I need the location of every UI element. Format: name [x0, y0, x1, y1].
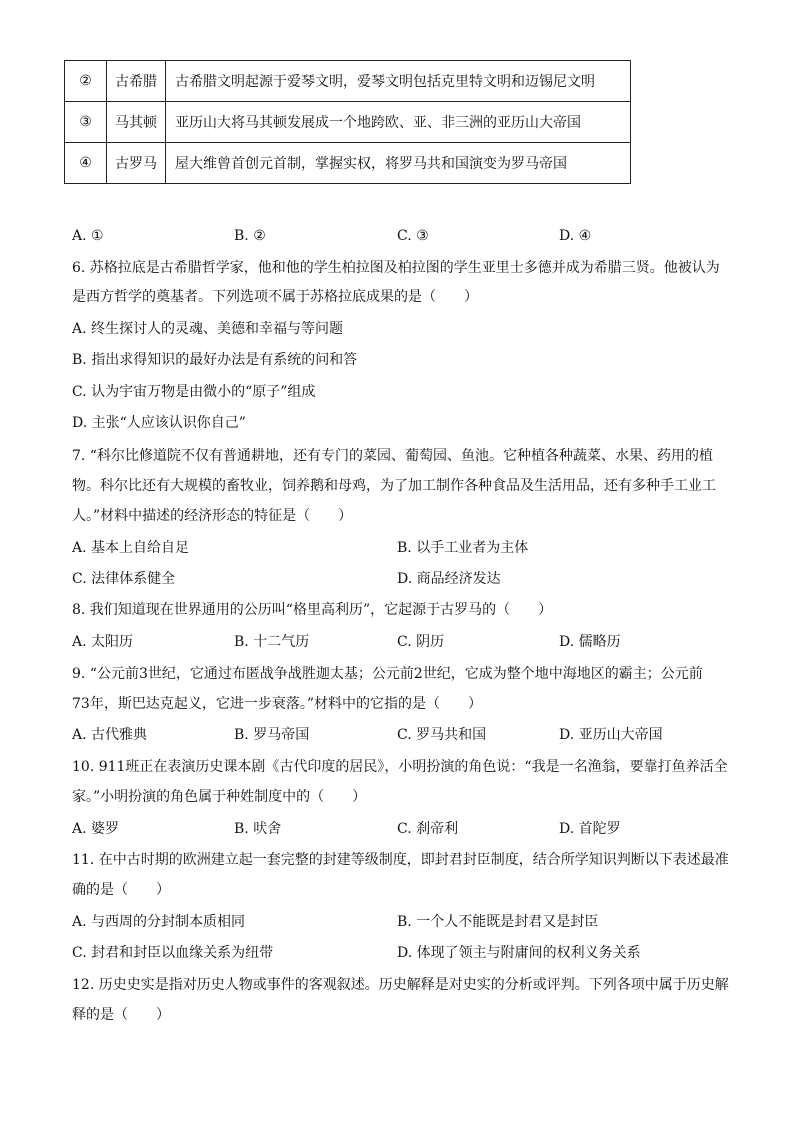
row-description: 屋大维曾首创元首制，掌握实权，将罗马共和国演变为罗马帝国: [166, 143, 631, 184]
q5-option-a: A. ①: [72, 228, 104, 244]
q7-option-d: D. 商品经济发达: [397, 571, 501, 587]
q7-option-b: B. 以手工业者为主体: [397, 540, 529, 556]
table-row: [65, 61, 631, 102]
q8-option-a: A. 太阳历: [72, 634, 134, 650]
row-civilization: 古罗马: [107, 143, 166, 184]
q9-option-b: B. 罗马帝国: [234, 727, 310, 743]
q11-stem-line-1: 11. 在中古时期的欧洲建立起一套完整的封建等级制度，即封君封臣制度，结合所学知识判断以下表述最准: [72, 852, 729, 868]
table-row: [65, 102, 631, 143]
q8-option-b: B. 十二气历: [234, 634, 310, 650]
q9-option-d: D. 亚历山大帝国: [559, 727, 663, 743]
row-civilization: 马其顿: [107, 102, 166, 143]
row-description: 亚历山大将马其顿发展成一个地跨欧、亚、非三洲的亚历山大帝国: [166, 102, 631, 143]
q10-option-d: D. 首陀罗: [559, 821, 621, 837]
q11-stem-line-2: 确的是（ ）: [72, 882, 170, 898]
q11-option-a: A. 与西周的分封制本质相同: [72, 914, 246, 930]
q6-option-a: A. 终生探讨人的灵魂、美德和幸福与等问题: [72, 321, 344, 337]
q9-option-c: C. 罗马共和国: [397, 727, 487, 743]
q8-stem: 8. 我们知道现在世界通用的公历叫“格里高利历”，它起源于古罗马的（ ）: [72, 602, 553, 618]
q7-option-a: A. 基本上自给自足: [72, 540, 190, 556]
q10-option-a: A. 婆罗: [72, 821, 120, 837]
q7-stem-line-1: 7. “科尔比修道院不仅有普通耕地，还有专门的菜园、葡萄园、鱼池。它种植各种蔬菜、水果、药用的植: [72, 448, 713, 464]
q11-option-c: C. 封君和封臣以血缘关系为纽带: [72, 945, 274, 961]
q6-option-b: B. 指出求得知识的最好办法是有系统的问和答: [72, 352, 358, 368]
q10-stem-line-2: 家。”小明扮演的角色属于种姓制度中的（ ）: [72, 789, 367, 805]
row-number: ④: [65, 143, 107, 184]
civilization-table: [64, 60, 631, 184]
q12-stem-line-1: 12. 历史史实是指对历史人物或事件的客观叙述。历史解释是对史实的分析或评判。下列各项中属于历史解: [72, 977, 729, 993]
q10-option-b: B. 吠舍: [234, 821, 282, 837]
q9-stem-line-1: 9. “公元前3世纪，它通过布匿战争战胜迦太基；公元前2世纪，它成为整个地中海地区的霸主；公元前: [72, 666, 703, 682]
q6-stem-line-2: 是西方哲学的奠基者。下列选项不属于苏格拉底成果的是（ ）: [72, 289, 478, 305]
q5-option-b: B. ②: [234, 228, 266, 244]
q12-stem-line-2: 释的是（ ）: [72, 1007, 170, 1023]
q9-option-a: A. 古代雅典: [72, 727, 148, 743]
q5-option-d: D. ④: [559, 228, 592, 244]
q11-option-b: B. 一个人不能既是封君又是封臣: [397, 914, 599, 930]
q8-option-d: D. 儒略历: [559, 634, 621, 650]
table-row: [65, 143, 631, 184]
q8-option-c: C. 阴历: [397, 634, 445, 650]
q9-stem-line-2: 73年，斯巴达克起义，它进一步衰落。”材料中的它指的是（ ）: [72, 696, 482, 712]
q6-option-c: C. 认为宇宙万物是由微小的“原子”组成: [72, 384, 316, 400]
row-description: 古希腊文明起源于爱琴文明，爱琴文明包括克里特文明和迈锡尼文明: [166, 61, 631, 102]
q6-stem-line-1: 6. 苏格拉底是古希腊哲学家，他和他的学生柏拉图及柏拉图的学生亚里士多德并成为希腊三贤。他被认为: [72, 260, 720, 276]
q11-option-d: D. 体现了领主与附庸间的权利义务关系: [397, 945, 641, 961]
q10-option-c: C. 刹帝利: [397, 821, 459, 837]
row-civilization: 古希腊: [107, 61, 166, 102]
q7-stem-line-3: 人。”材料中描述的经济形态的特征是（ ）: [72, 508, 353, 524]
row-number: ②: [65, 61, 107, 102]
q5-option-c: C. ③: [397, 228, 429, 244]
row-number: ③: [65, 102, 107, 143]
q7-stem-line-2: 物。科尔比还有大规模的畜牧业，饲养鹅和母鸡，为了加工制作各种食品及生活用品，还有多种手工业工: [72, 478, 716, 494]
q10-stem-line-1: 10. 911班正在表演历史课本剧《古代印度的居民》，小明扮演的角色说：“我是一名渔翁，要靠打鱼养活全: [72, 759, 728, 775]
q7-option-c: C. 法律体系健全: [72, 571, 176, 587]
q6-option-d: D. 主张“人应该认识你自己”: [72, 415, 246, 431]
